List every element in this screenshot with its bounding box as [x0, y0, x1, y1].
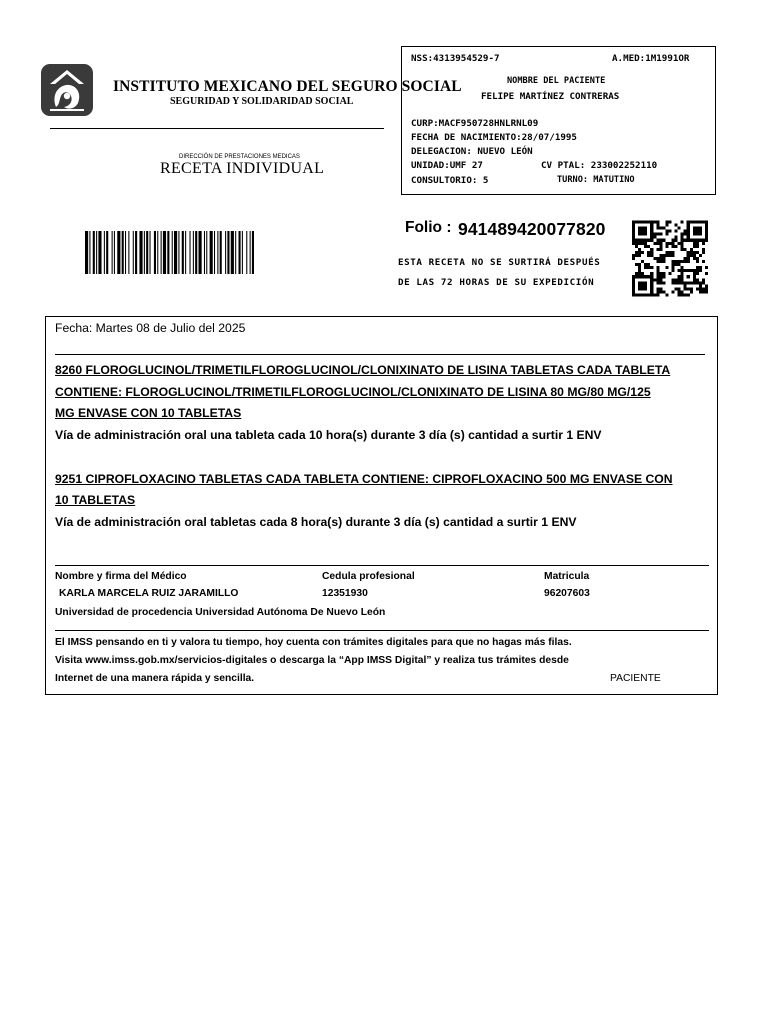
patient-turno: TURNO: MATUTINO	[557, 175, 635, 185]
expiry-notice-line-2: DE LAS 72 HORAS DE SU EXPEDICIÓN	[398, 277, 595, 288]
document-title: RECETA INDIVIDUAL	[160, 160, 325, 177]
qr-code	[632, 220, 708, 297]
imss-logo-icon	[40, 63, 94, 117]
institute-subtitle: SEGURIDAD Y SOLIDARIDAD SOCIAL	[170, 96, 354, 107]
medication-1-line-1: 8260 FLOROGLUCINOL/TRIMETILFLOROGLUCINOL/CLONIXINATO DE LISINA TABLETAS CADA TABLETA	[55, 363, 671, 377]
cedula-label: Cedula profesional	[322, 571, 415, 582]
matricula-value: 96207603	[544, 588, 590, 599]
signature-divider	[55, 565, 709, 566]
doctor-name-label: Nombre y firma del Médico	[55, 571, 187, 582]
patient-consultorio: CONSULTORIO: 5	[411, 175, 489, 186]
direction-label: DIRECCIÓN DE PRESTACIONES MEDICAS	[179, 154, 300, 160]
patient-unidad: UNIDAD:UMF 27	[411, 160, 483, 171]
medication-2-line-1: 9251 CIPROFLOXACINO TABLETAS CADA TABLETA CONTIENE: CIPROFLOXACINO 500 MG ENVASE CON	[55, 472, 673, 486]
prescription-date: Fecha: Martes 08 de Julio del 2025	[55, 321, 246, 335]
footer-divider	[55, 630, 709, 631]
cedula-value: 12351930	[322, 588, 368, 599]
medication-1-instructions: Vía de administración oral una tableta cada 10 hora(s) durante 3 día (s) cantidad a surtir 1 ENV	[55, 428, 602, 442]
patient-delegacion: DELEGACION: NUEVO LEÓN	[411, 146, 533, 157]
patient-cv-ptal: CV PTAL: 233002252110	[541, 160, 658, 171]
patient-curp: CURP:MACF950728HNLRNL09	[411, 118, 539, 129]
doctor-name: KARLA MARCELA RUIZ JARAMILLO	[59, 588, 239, 599]
folio-number: 941489420077820	[458, 219, 606, 239]
barcode	[85, 231, 367, 274]
medication-1-line-2: CONTIENE: FLOROGLUCINOL/TRIMETILFLOROGLUCINOL/CLONIXINATO DE LISINA 80 MG/80 MG/125	[55, 385, 651, 399]
copy-label: PACIENTE	[610, 673, 661, 684]
institute-name: INSTITUTO MEXICANO DEL SEGURO SOCIAL	[113, 78, 462, 95]
header-divider	[50, 128, 384, 129]
patient-info-box	[401, 46, 716, 195]
footer-line-2: Visita www.imss.gob.mx/servicios-digitales o descarga la “App IMSS Digital” y realiza tus trámites desde	[55, 655, 569, 666]
medication-2-line-2: 10 TABLETAS	[55, 493, 136, 507]
amed: A.MED:1M1991OR	[612, 53, 690, 64]
nss: NSS:4313954529-7	[411, 53, 500, 64]
medication-2-instructions: Vía de administración oral tabletas cada 8 hora(s) durante 3 día (s) cantidad a surtir 1 ENV	[55, 515, 577, 529]
patient-name: FELIPE MARTÍNEZ CONTRERAS	[481, 91, 620, 102]
medication-1-line-3: MG ENVASE CON 10 TABLETAS	[55, 406, 242, 420]
patient-name-label: NOMBRE DEL PACIENTE	[507, 76, 606, 86]
footer-line-3: Internet de una manera rápida y sencilla.	[55, 673, 255, 684]
matricula-label: Matricula	[544, 571, 590, 582]
date-divider	[55, 354, 705, 355]
patient-birth-date: FECHA DE NACIMIENTO:28/07/1995	[411, 132, 577, 143]
footer-line-1: El IMSS pensando en ti y valora tu tiempo, hoy cuenta con trámites digitales para que no hagas más filas.	[55, 637, 572, 648]
expiry-notice-line-1: ESTA RECETA NO SE SURTIRÁ DESPUÉS	[398, 257, 601, 268]
doctor-university: Universidad de procedencia Universidad Autónoma De Nuevo León	[55, 607, 386, 618]
folio-label: Folio :	[405, 219, 452, 236]
